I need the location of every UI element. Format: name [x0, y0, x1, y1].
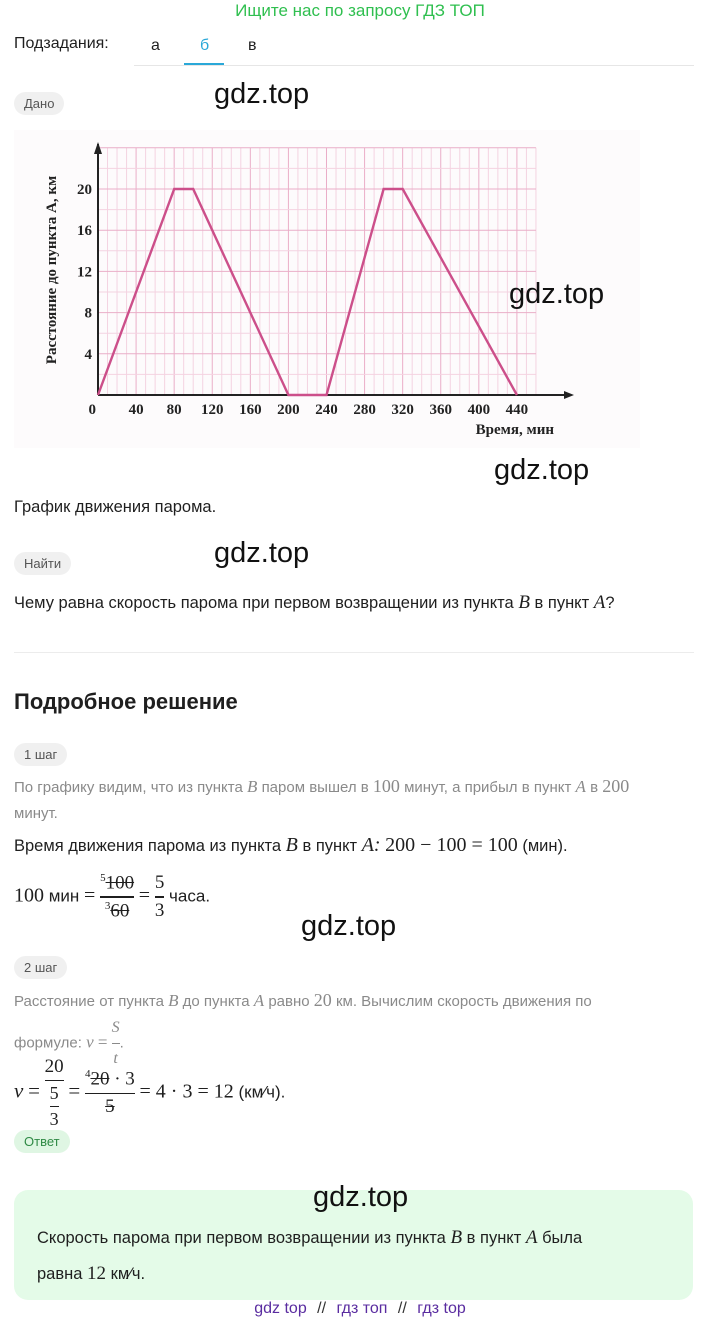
x-tick-label: 440: [505, 402, 529, 418]
step2-explanation: Расстояние от пункта B до пункта A равно 20 км. Вычислим скорость движения по формуле: v = $\frac{S}{t}$ .: [14, 990, 592, 1068]
watermark: gdz.top: [214, 537, 310, 569]
watermark: gdz.top: [214, 78, 310, 110]
step1-explanation: По графику видим, что из пункта B паром вышел в 100 минут, а прибыл в пункт A в 200 минут.: [14, 776, 630, 822]
x-tick-label: 240: [315, 402, 338, 418]
chart-caption: График движения парома.: [14, 498, 217, 516]
x-tick-label: 200: [277, 402, 300, 418]
x-tick-label: 0: [88, 402, 96, 418]
footer-links: gdz top // гдз топ // гдз top: [254, 1300, 466, 1317]
y-tick-label: 20: [77, 182, 92, 198]
subtasks-label: Подзадания:: [14, 35, 109, 52]
footer-link-gdz-top-mixed[interactable]: гдз top: [417, 1300, 466, 1317]
step1-conversion: 100 мин = $\frac{^5100}{^360}$ = $\frac{5}{3}$ часа.: [14, 872, 211, 921]
tab-a[interactable]: а: [151, 37, 160, 54]
x-tick-label: 160: [239, 402, 262, 418]
y-axis-label: Расстояние до пункта A, км: [44, 175, 60, 365]
x-tick-label: 280: [353, 402, 376, 418]
watermark: gdz.top: [494, 454, 590, 486]
answer-chip: Ответ: [14, 1130, 70, 1153]
given-chip: Дано: [14, 92, 64, 115]
step1-time-line: Время движения парома из пункта B в пункт A: 200 − 100 = 100 (мин).: [14, 834, 568, 856]
y-tick-label: 8: [84, 305, 92, 322]
y-tick-label: 4: [84, 346, 92, 363]
x-tick-label: 400: [467, 402, 491, 418]
tabs-divider: [134, 65, 694, 66]
tab-v[interactable]: в: [248, 37, 257, 54]
watermark: gdz.top: [509, 278, 605, 310]
x-tick-label: 120: [200, 402, 224, 418]
step2-speed-formula: v = $\frac{20}{\frac{5}{3}}$ = $\frac{^420 \cdot 3}{5}$ = 4 · 3 = 12 (км⁄ч).: [14, 1056, 286, 1130]
answer-text: Скорость парома при первом возвращении из пункта B в пункт A была равна 12 км⁄ч.: [37, 1227, 583, 1284]
find-chip: Найти: [14, 552, 71, 575]
y-tick-label: 16: [77, 223, 92, 240]
active-tab-indicator: [184, 63, 224, 65]
watermark: gdz.top: [313, 1181, 409, 1213]
tab-b-active[interactable]: б: [200, 37, 210, 54]
x-axis-label: Время, мин: [475, 422, 554, 438]
footer-link-gdz-top-ru[interactable]: гдз топ: [336, 1300, 388, 1317]
step2-chip: 2 шаг: [14, 956, 67, 979]
section-divider: [14, 652, 694, 653]
question: Чему равна скорость парома при первом возвращении из пункта B в пункт A?: [14, 592, 615, 613]
search-banner: Ищите нас по запросу ГДЗ ТОП: [235, 1, 485, 20]
x-tick-label: 360: [429, 402, 452, 418]
solution-title: Подробное решение: [14, 689, 238, 714]
y-tick-label: 12: [77, 264, 92, 281]
footer-link-gdz-top[interactable]: gdz top: [254, 1300, 307, 1317]
x-tick-label: 40: [128, 402, 144, 418]
x-tick-label: 80: [166, 402, 182, 418]
step1-chip: 1 шаг: [14, 743, 67, 766]
x-tick-label: 320: [391, 402, 414, 418]
watermark: gdz.top: [301, 910, 397, 942]
